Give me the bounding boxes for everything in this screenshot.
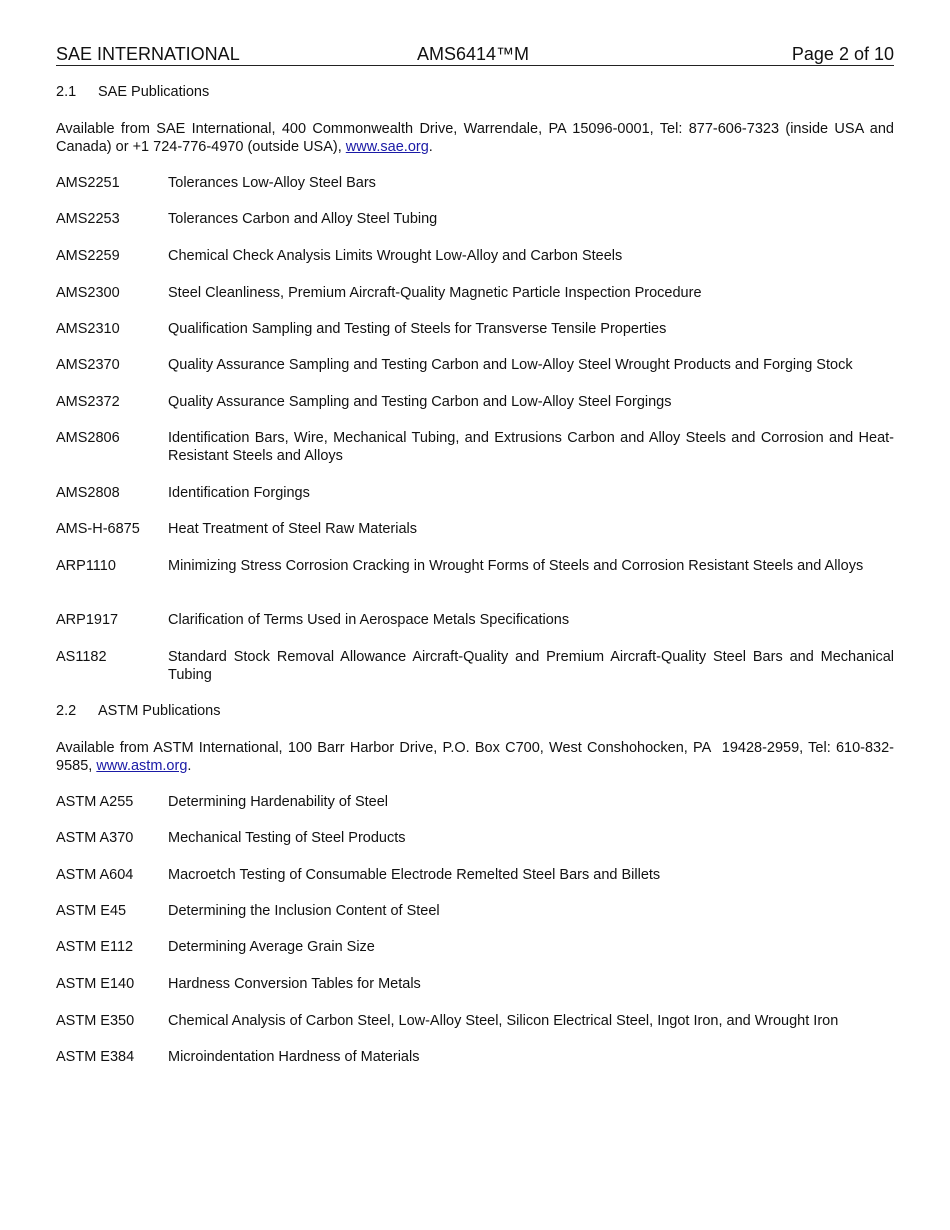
reference-code: ARP1110 (56, 558, 116, 574)
availability-text: Available from SAE International, 400 Commonwealth Drive, Warrendale, PA 15096-0001, Tel: 877-606-7323 (inside USA and Canada) or +1 724-776-4970 (outside USA), (56, 121, 894, 155)
reference-code: AMS2372 (56, 394, 120, 410)
reference-entry (56, 793, 894, 811)
reference-title: Tolerances Carbon and Alloy Steel Tubing (168, 211, 438, 227)
reference-code: ASTM A255 (56, 794, 134, 810)
reference-entry (56, 557, 894, 575)
reference-title: Mechanical Testing of Steel Products (168, 830, 406, 846)
reference-code: AMS2251 (56, 175, 120, 191)
reference-code: ASTM E140 (56, 976, 135, 992)
reference-title: Determining Hardenability of Steel (168, 794, 389, 810)
header-doc-id: AMS6414™M (417, 44, 530, 64)
astm-availability-paragraph: Available from ASTM International, 100 Barr Harbor Drive, P.O. Box C700, West Conshohocken, PA 19428-2959, Tel: 610-832-9585, www.astm.org. (56, 740, 894, 774)
reference-entry (56, 284, 894, 302)
sae-availability-paragraph: Available from SAE International, 400 Commonwealth Drive, Warrendale, PA 15096-0001, Tel: 877-606-7323 (inside USA and Canada) or +1 724-776-4970 (outside USA), www.sae.org. (56, 121, 894, 155)
reference-title: Macroetch Testing of Consumable Electrode Remelted Steel Bars and Billets (168, 867, 661, 883)
reference-entry (56, 866, 894, 884)
reference-title: Heat Treatment of Steel Raw Materials (168, 521, 418, 537)
reference-code: ASTM A604 (56, 867, 134, 883)
reference-code: AMS2259 (56, 248, 120, 264)
reference-code: AMS2808 (56, 485, 120, 501)
reference-title: Determining the Inclusion Content of Steel (168, 903, 440, 919)
reference-title: Microindentation Hardness of Materials (168, 1049, 420, 1065)
reference-entry (56, 247, 894, 265)
reference-code: AMS-H-6875 (56, 521, 140, 537)
reference-title: Clarification of Terms Used in Aerospace Metals Specifications (168, 612, 570, 628)
reference-title: Standard Stock Removal Allowance Aircraft-Quality and Premium Aircraft-Quality Steel Bars and Mechanical Tubing (168, 649, 894, 683)
reference-entry (56, 611, 894, 629)
reference-code: AMS2806 (56, 430, 120, 446)
reference-entry (56, 356, 894, 374)
header-page-number: Page 2 of 10 (791, 44, 894, 64)
reference-code: AMS2310 (56, 321, 120, 337)
reference-title: Quality Assurance Sampling and Testing Carbon and Low-Alloy Steel Forgings (168, 394, 672, 410)
reference-title: Hardness Conversion Tables for Metals (168, 976, 421, 992)
reference-entry (56, 174, 894, 192)
sae-website-link[interactable]: www.sae.org (345, 139, 429, 155)
reference-code: ARP1917 (56, 612, 119, 628)
reference-code: AMS2253 (56, 211, 120, 227)
reference-title: Chemical Analysis of Carbon Steel, Low-Alloy Steel, Silicon Electrical Steel, Ingot Iron, and Wrought Iron (168, 1013, 839, 1029)
section-number: 2.1 (56, 84, 77, 100)
reference-entry (56, 429, 894, 465)
reference-entry (56, 393, 894, 411)
reference-entry (56, 1012, 894, 1030)
header-org: SAE INTERNATIONAL (56, 44, 240, 64)
reference-entry (56, 902, 894, 920)
reference-title: Determining Average Grain Size (168, 939, 375, 955)
reference-title: Chemical Check Analysis Limits Wrought Low-Alloy and Carbon Steels (168, 248, 623, 264)
reference-title: Quality Assurance Sampling and Testing Carbon and Low-Alloy Steel Wrought Products and Forging Stock (168, 357, 853, 373)
availability-text: Available from ASTM International, 100 Barr Harbor Drive, P.O. Box C700, West Conshohocken, PA 19428-2959, Tel: 610-832-9585, (56, 740, 894, 774)
reference-code: AS1182 (56, 649, 107, 665)
reference-entry (56, 320, 894, 338)
reference-title: Tolerances Low-Alloy Steel Bars (168, 175, 376, 191)
section-heading-2-2 (56, 702, 221, 720)
reference-code: ASTM E45 (56, 903, 127, 919)
reference-entry (56, 210, 894, 228)
reference-entry (56, 829, 894, 847)
reference-code: ASTM E350 (56, 1013, 135, 1029)
reference-code: ASTM E384 (56, 1049, 135, 1065)
reference-code: ASTM A370 (56, 830, 134, 846)
reference-title: Steel Cleanliness, Premium Aircraft-Quality Magnetic Particle Inspection Procedure (168, 285, 702, 301)
astm-website-link[interactable]: www.astm.org (96, 758, 188, 774)
reference-entry (56, 484, 894, 502)
reference-title: Identification Bars, Wire, Mechanical Tubing, and Extrusions Carbon and Alloy Steels and Corrosion and Heat-Resistant Steels and Alloys (168, 430, 894, 464)
reference-entry (56, 938, 894, 956)
section-title: ASTM Publications (98, 703, 221, 719)
section-number: 2.2 (56, 703, 77, 719)
reference-entry (56, 1048, 894, 1066)
reference-title: Minimizing Stress Corrosion Cracking in Wrought Forms of Steels and Corrosion Resistant Steels and Alloys (168, 558, 864, 574)
reference-entry (56, 975, 894, 993)
reference-title: Identification Forgings (168, 485, 310, 501)
reference-entry (56, 648, 894, 684)
reference-title: Qualification Sampling and Testing of Steels for Transverse Tensile Properties (168, 321, 667, 337)
reference-code: ASTM E112 (56, 939, 134, 955)
section-heading-2-1 (56, 83, 209, 101)
reference-code: AMS2300 (56, 285, 120, 301)
reference-code: AMS2370 (56, 357, 120, 373)
page-header (56, 43, 894, 66)
section-title: SAE Publications (98, 84, 210, 100)
reference-entry (56, 520, 894, 538)
